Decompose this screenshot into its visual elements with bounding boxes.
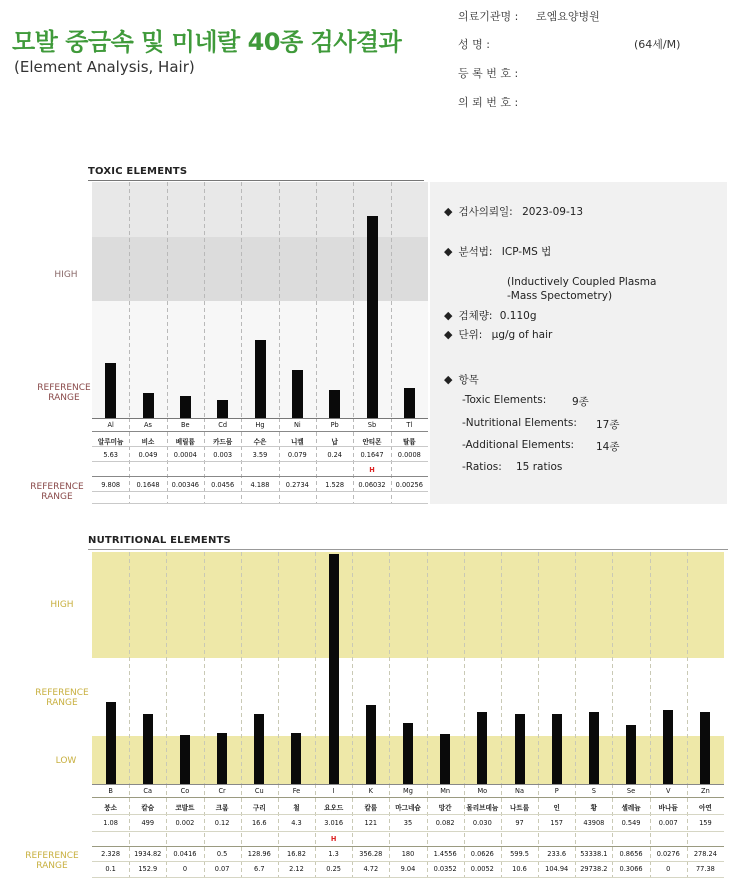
weight-value: 0.110g	[499, 310, 537, 322]
toxic-value: 5.63	[103, 451, 118, 459]
name-label: 성 명 :	[458, 38, 490, 51]
nutritional-heading-rule	[88, 549, 728, 550]
toxic-name: 알루미늄	[97, 438, 124, 446]
toxic-symbol: As	[144, 421, 152, 429]
item-additional-label: -Additional Elements:	[462, 439, 575, 451]
toxic-bar-as	[143, 393, 154, 418]
nutri-ref-high: 2.328	[101, 850, 121, 858]
toxic-gridline	[241, 182, 242, 418]
toxic-heading: TOXIC ELEMENTS	[88, 166, 188, 177]
nutri-gridline	[427, 552, 428, 784]
nutri-value: 0.007	[658, 819, 678, 827]
nutri-ref-low: 152.9	[138, 865, 158, 873]
toxic-value: 0.003	[213, 451, 233, 459]
nutri-bar-na	[515, 714, 525, 784]
info-weight	[444, 308, 537, 323]
nutri-gridline	[241, 552, 242, 784]
nutri-ref-high: 128.96	[247, 850, 271, 858]
nutri-ref-high: 0.5	[216, 850, 228, 858]
toxic-ref: 0.06032	[358, 481, 386, 489]
info-unit	[444, 327, 552, 342]
nutri-ref-high: 53338.1	[580, 850, 608, 858]
toxic-ref: 0.2734	[285, 481, 309, 489]
nutri-gridline	[315, 552, 316, 784]
nutri-gridline	[501, 552, 502, 784]
nutri-name: 칼륨	[364, 804, 378, 812]
toxic-symbol: Be	[181, 421, 190, 429]
nutri-value: 4.3	[291, 819, 302, 827]
toxic-bar-be	[180, 396, 191, 418]
nutri-ref-high: 0.0416	[173, 850, 197, 858]
nutri-value: 121	[364, 819, 378, 827]
nutri-bar-zn	[700, 712, 710, 784]
toxic-ref: 0.1648	[136, 481, 160, 489]
unit-value: μg/g of hair	[491, 329, 553, 341]
nutri-gridline	[204, 552, 205, 784]
nutri-ref-high: 180	[401, 850, 415, 858]
nutri-value: 16.6	[251, 819, 267, 827]
nutri-name: 황	[590, 804, 598, 812]
page-subtitle: (Element Analysis, Hair)	[14, 58, 195, 76]
info-method	[444, 244, 551, 259]
nutri-bar-p	[552, 714, 562, 784]
nutri-gridline	[538, 552, 539, 784]
nutri-symbol: V	[665, 787, 671, 795]
item-additional-value: 14종	[596, 441, 620, 453]
nutri-name: 크롬	[215, 804, 229, 812]
item-nutritional-label: -Nutritional Elements:	[462, 417, 577, 429]
nutri-gridline	[687, 552, 688, 784]
nutri-ref-low: 0	[666, 865, 671, 873]
nutri-gridline	[352, 552, 353, 784]
page-title: 모발 중금속 및 미네랄 40종 검사결과	[12, 28, 402, 56]
toxic-ref: 9.808	[101, 481, 121, 489]
nutri-value: 0.549	[621, 819, 641, 827]
date-value: 2023-09-13	[522, 206, 584, 218]
toxic-bar-hg	[255, 340, 266, 418]
nutri-ref-high: 1.3	[328, 850, 339, 858]
nutri-value: 157	[550, 819, 563, 827]
nutri-bar-v	[663, 710, 673, 784]
nutri-ref-low: 0.3066	[619, 865, 643, 873]
toxic-value: 0.1647	[360, 451, 384, 459]
nutri-bar-fe	[291, 733, 301, 784]
nutri-band-high	[92, 552, 724, 658]
nutri-symbol: P	[554, 787, 559, 795]
nutri-symbol: K	[368, 787, 373, 795]
nutri-row-rule	[92, 877, 724, 878]
nutri-name: 칼슘	[141, 804, 155, 812]
toxic-symbol: Cd	[218, 421, 228, 429]
nutri-name: 아연	[699, 804, 712, 812]
toxic-table	[92, 418, 428, 504]
nutri-symbol: Zn	[701, 787, 710, 795]
nutri-value: 43908	[583, 819, 605, 827]
nutri-name: 망간	[438, 804, 452, 812]
toxic-row-rule	[92, 503, 428, 504]
nutri-bar-ca	[143, 714, 153, 784]
diamond-icon: ◆	[444, 328, 453, 341]
toxic-bar-ni	[292, 370, 303, 418]
nutri-ref-low: 104.94	[545, 865, 569, 873]
nutri-bar-cr	[217, 733, 227, 784]
toxic-table-top-rule	[92, 418, 428, 419]
nutri-symbol: Mg	[403, 787, 413, 795]
nutri-value: 499	[141, 819, 155, 827]
date-label: 검사의뢰일:	[458, 206, 513, 218]
toxic-value: 3.59	[252, 451, 268, 459]
nutritional-heading: NUTRITIONAL ELEMENTS	[88, 535, 231, 546]
toxic-symbol: Hg	[255, 421, 265, 429]
nutri-ref-high: 0.8656	[619, 850, 643, 858]
nutri-symbol: Co	[180, 787, 190, 795]
nutri-symbol: Se	[626, 787, 636, 795]
nutri-name: 나트륨	[509, 804, 530, 812]
nutri-ref-high: 1.4556	[433, 850, 457, 858]
toxic-bar-al	[105, 363, 116, 418]
age-sex: (64세/M)	[634, 38, 681, 51]
nutri-value: 1.08	[103, 819, 118, 827]
unit-label: 단위:	[458, 329, 483, 341]
toxic-symbol: Sb	[367, 421, 377, 429]
nutri-ref-low: 2.12	[289, 865, 304, 873]
toxic-row-rule	[92, 446, 428, 447]
toxic-gridline	[129, 182, 130, 418]
toxic-flag: H	[369, 466, 375, 474]
institution-value: 로엠요양병원	[536, 10, 600, 23]
toxic-chart	[92, 182, 428, 418]
nutri-bar-s	[589, 712, 599, 784]
nutri-name: 요오드	[324, 804, 344, 812]
toxic-name: 베릴륨	[175, 438, 195, 446]
toxic-row-ref-label-1: REFERENCE	[30, 482, 84, 492]
nutri-bar-i	[329, 554, 339, 784]
nutri-value: 97	[515, 819, 524, 827]
diamond-icon: ◆	[444, 205, 453, 218]
nutri-ref-high: 278.24	[693, 850, 717, 858]
item-toxic-label: -Toxic Elements:	[462, 394, 547, 406]
diamond-icon: ◆	[444, 309, 453, 322]
toxic-name: 니켈	[290, 438, 304, 446]
nutri-gridline	[129, 552, 130, 784]
nutri-row-rule	[92, 814, 724, 815]
nutri-high-label: HIGH	[50, 600, 74, 610]
nutri-name: 몰리브데늄	[466, 804, 499, 812]
nutri-gridline	[166, 552, 167, 784]
nutri-ref-low: 0.1	[105, 865, 116, 873]
toxic-row-rule	[92, 476, 428, 477]
nutri-flag: H	[330, 835, 337, 843]
toxic-row-ref-label-2: RANGE	[41, 492, 73, 502]
nutri-ref-high: 0.0626	[470, 850, 494, 858]
toxic-name: 안티몬	[362, 438, 382, 446]
toxic-ref: 0.00256	[395, 481, 423, 489]
nutri-name: 셀레늄	[621, 804, 641, 812]
nutri-symbol: I	[332, 787, 335, 795]
nutri-ref-label-2: RANGE	[46, 698, 78, 708]
toxic-symbol: Al	[107, 421, 114, 429]
nutri-table-top-rule	[92, 784, 724, 785]
toxic-name: 비소	[141, 438, 155, 446]
nutri-value: 0.12	[214, 819, 230, 827]
toxic-bar-sb	[367, 216, 378, 418]
toxic-gridline	[353, 182, 354, 418]
nutri-ref-low: 0.0052	[470, 865, 494, 873]
toxic-bar-tl	[404, 388, 415, 418]
toxic-name: 납	[331, 438, 338, 446]
method-value: ICP-MS 법	[501, 246, 552, 258]
nutri-bar-mo	[477, 712, 487, 784]
nutri-row-rule	[92, 797, 724, 798]
nutri-ref-low: 0.07	[214, 865, 230, 873]
nutri-bar-cu	[254, 714, 264, 784]
method-label: 분석법:	[458, 246, 493, 258]
nutri-ref-low: 0.25	[326, 865, 341, 873]
toxic-gridline	[391, 182, 392, 418]
nutri-gridline	[612, 552, 613, 784]
diamond-icon: ◆	[444, 245, 453, 258]
nutri-name: 바나듐	[658, 804, 678, 812]
method-desc-1: (Inductively Coupled Plasma	[507, 276, 657, 288]
toxic-high-label: HIGH	[54, 270, 78, 280]
nutri-value: 35	[403, 819, 413, 827]
item-ratios-value: 15 ratios	[516, 461, 563, 473]
toxic-name: 수은	[253, 438, 267, 446]
item-toxic-value: 9종	[572, 396, 589, 408]
info-panel	[430, 182, 727, 504]
nutri-value: 159	[699, 819, 712, 827]
nutri-row-rule	[92, 846, 724, 847]
nutri-row-rule	[92, 861, 724, 862]
items-label: 항목	[458, 374, 479, 386]
nutri-gridline	[464, 552, 465, 784]
toxic-band-high	[92, 237, 428, 301]
nutri-bar-mn	[440, 734, 450, 784]
nutri-row-ref-label-1: REFERENCE	[25, 851, 79, 861]
toxic-name: 탈륨	[402, 438, 416, 446]
toxic-gridline	[316, 182, 317, 418]
institution-label: 의료기관명 :	[458, 10, 519, 23]
toxic-value: 0.0004	[173, 451, 197, 459]
nutri-name: 철	[293, 804, 300, 812]
nutri-ref-high: 0.0276	[656, 850, 680, 858]
nutri-symbol: Ca	[143, 787, 153, 795]
nutri-gridline	[389, 552, 390, 784]
nutri-ref-low: 0.0352	[433, 865, 457, 873]
toxic-gridline	[204, 182, 205, 418]
toxic-ref: 0.0456	[211, 481, 235, 489]
registration-label: 등 록 번 호 :	[458, 67, 519, 80]
nutri-low-label: LOW	[55, 756, 77, 766]
nutri-name: 구리	[252, 804, 266, 812]
toxic-value: 0.0008	[397, 451, 421, 459]
toxic-ref-label-1: REFERENCE	[37, 383, 91, 393]
nutri-row-ref-label-2: RANGE	[36, 861, 68, 871]
request-label: 의 뢰 번 호 :	[458, 96, 519, 109]
toxic-gridline	[279, 182, 280, 418]
toxic-bar-cd	[217, 400, 228, 418]
toxic-ref: 1.528	[325, 481, 345, 489]
toxic-symbol: Pb	[330, 421, 339, 429]
info-items	[444, 372, 479, 387]
nutri-symbol: S	[591, 787, 596, 795]
nutri-value: 0.002	[175, 819, 195, 827]
nutri-gridline	[278, 552, 279, 784]
nutritional-chart	[92, 552, 724, 784]
nutri-gridline	[575, 552, 576, 784]
nutri-value: 0.082	[435, 819, 455, 827]
nutri-name: 인	[553, 804, 560, 812]
nutri-symbol: Cr	[218, 787, 226, 795]
nutri-ref-label-1: REFERENCE	[35, 688, 89, 698]
toxic-symbol: Tl	[406, 421, 413, 429]
nutri-ref-high: 1934.82	[134, 850, 162, 858]
nutri-symbol: Mo	[477, 787, 488, 795]
nutri-symbol: B	[108, 787, 113, 795]
info-date	[444, 204, 583, 219]
diamond-icon: ◆	[444, 373, 453, 386]
nutri-bar-se	[626, 725, 636, 784]
toxic-symbol: Ni	[293, 421, 301, 429]
toxic-band-upper	[92, 182, 428, 237]
nutri-ref-low: 10.6	[512, 865, 527, 873]
nutri-symbol: Fe	[292, 787, 301, 795]
nutritional-table	[92, 784, 724, 878]
nutri-name: 마그네슘	[395, 804, 421, 812]
item-ratios-label: -Ratios:	[462, 461, 502, 473]
toxic-value: 0.24	[327, 451, 342, 459]
toxic-bar-pb	[329, 390, 340, 419]
toxic-ref: 0.00346	[171, 481, 199, 489]
nutri-bar-co	[180, 735, 190, 784]
toxic-ref-label-2: RANGE	[48, 393, 80, 403]
toxic-row-rule	[92, 491, 428, 492]
nutri-name: 코발트	[175, 804, 195, 812]
nutri-bar-b	[106, 702, 116, 784]
toxic-row-rule	[92, 431, 428, 432]
nutri-ref-low: 6.7	[254, 865, 265, 873]
item-nutritional-value: 17종	[596, 419, 620, 431]
nutri-symbol: Mn	[440, 787, 451, 795]
nutri-ref-high: 233.6	[547, 850, 567, 858]
nutri-gridline	[650, 552, 651, 784]
toxic-row-rule	[92, 461, 428, 462]
nutri-row-rule	[92, 831, 724, 832]
nutri-ref-low: 0	[182, 865, 188, 873]
nutri-bar-k	[366, 705, 376, 784]
toxic-heading-rule	[88, 180, 424, 181]
toxic-value: 0.079	[287, 451, 307, 459]
nutri-bar-mg	[403, 723, 413, 784]
toxic-gridline	[167, 182, 168, 418]
nutri-ref-low: 9.04	[400, 865, 416, 873]
nutri-ref-low: 29738.2	[580, 865, 608, 873]
method-desc-2: -Mass Spectometry)	[507, 290, 613, 302]
nutri-symbol: Na	[515, 787, 525, 795]
nutri-ref-high: 356.28	[359, 850, 383, 858]
weight-label: 검체량:	[458, 310, 493, 322]
nutri-ref-high: 16.82	[287, 850, 306, 858]
nutri-name: 붕소	[104, 804, 117, 812]
toxic-name: 카드뮴	[213, 438, 233, 446]
nutri-ref-high: 599.5	[510, 850, 529, 858]
nutri-ref-low: 77.38	[695, 865, 715, 873]
toxic-value: 0.049	[138, 451, 158, 459]
nutri-value: 0.030	[472, 819, 492, 827]
nutri-value: 3.016	[324, 819, 344, 827]
nutri-symbol: Cu	[254, 787, 264, 795]
toxic-ref: 4.188	[250, 481, 270, 489]
nutri-ref-low: 4.72	[363, 865, 379, 873]
